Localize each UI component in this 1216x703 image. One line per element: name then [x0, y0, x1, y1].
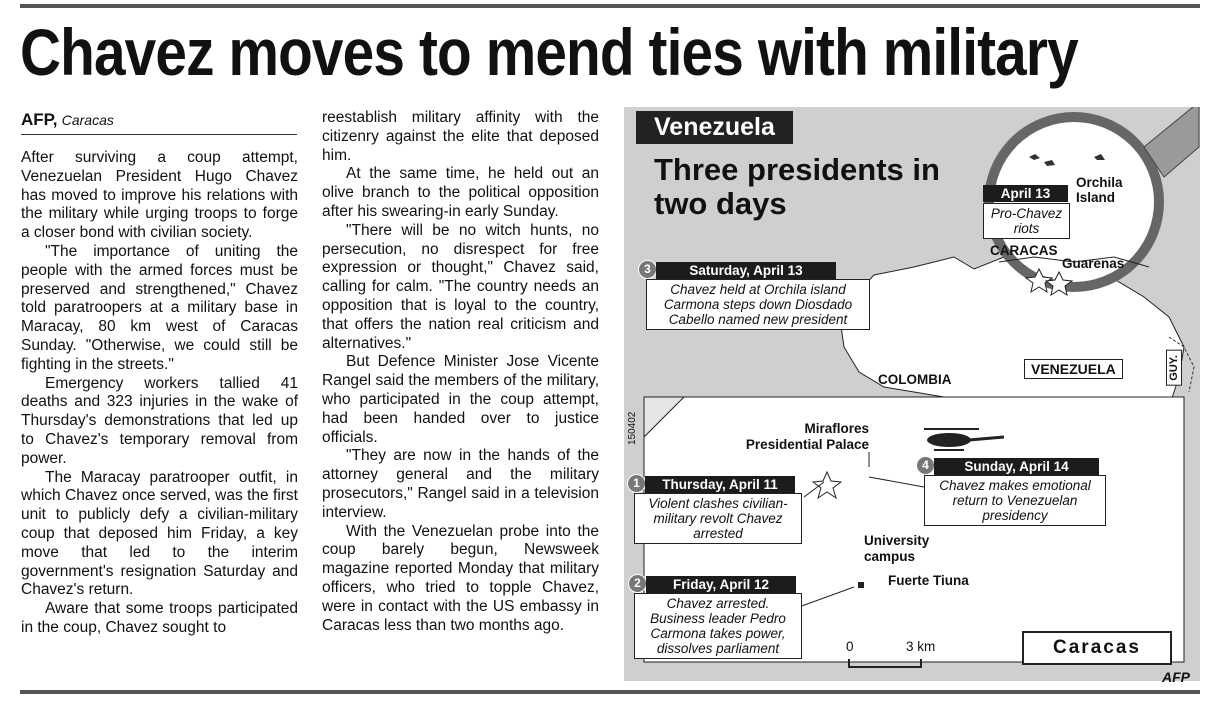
- afp-credit-logo: AFP: [1162, 669, 1190, 685]
- byline-place: Caracas: [61, 112, 114, 128]
- event-date: Thursday, April 11: [645, 476, 795, 493]
- inset-caracas-label: CARACAS: [990, 243, 1058, 258]
- event-text: Chavez makes emotional return to Venezuelan presidency: [924, 475, 1106, 526]
- fuerte-tiuna-marker: [858, 582, 864, 588]
- map-graphic: [624, 107, 1200, 681]
- paragraph: "There will be no witch hunts, no persecution, no disrespect for free expression or thought," Chavez said, calling for calm. "The country needs an opposition that is loyal to the country, that offers the nation real criticism and alternatives.": [322, 221, 599, 352]
- graphic-title: Three presidents in two days: [654, 152, 940, 221]
- paragraph: "The importance of uniting the people with the armed forces must be preserved and strengthened," Chavez told paratroopers at a military base in Maracay, 80 km west of Caracas Sunday. "Otherwise, we could still be fighting in the streets.": [21, 242, 298, 373]
- event-number: 3: [638, 260, 657, 279]
- paragraph: But Defence Minister Jose Vicente Rangel said the members of the military, who participated in the coup attempt, had been handed over to justice officials.: [322, 353, 599, 446]
- event-number: 1: [627, 474, 646, 493]
- top-rule: [20, 4, 1200, 8]
- paragraph: reestablish military affinity with the citizenry against the elite that deposed him.: [322, 109, 599, 164]
- scale-distance: 3 km: [906, 639, 936, 654]
- event-date: Saturday, April 13: [656, 262, 836, 279]
- paragraph: After surviving a coup attempt, Venezuelan President Hugo Chavez has moved to improve his relations with the military while urging troops to forge a closer bond with civilian society.: [21, 149, 298, 242]
- event-text: Violent clashes civilian-military revolt Chavez arrested: [634, 493, 802, 544]
- article-column-1: [21, 149, 298, 638]
- byline-agency: AFP,: [21, 110, 58, 129]
- inset-date: April 13: [983, 185, 1068, 202]
- caracas-city-tag: Caracas: [1022, 631, 1172, 665]
- paragraph: At the same time, he held out an olive branch to the political opposition after his swearing-in early Sunday.: [322, 165, 599, 220]
- paragraph: With the Venezuelan probe into the coup barely begun, Newsweek magazine reported Monday that military officers, who tried to topple Chavez, were in contact with the US embassy in Caracas less than two months ago.: [322, 522, 599, 634]
- colombia-label: COLOMBIA: [878, 372, 952, 387]
- event-number: 2: [628, 574, 647, 593]
- guarenas-label: Guarenas: [1062, 256, 1125, 271]
- university-label: University campus: [864, 533, 930, 564]
- event-text: Chavez held at Orchila island Carmona steps down Diosdado Cabello named new president: [646, 279, 870, 330]
- paragraph: The Maracay paratrooper outfit, in which Chavez once served, was the first unit to publicly defy a civilian-military coup that deposed him Friday, a key move that led to the interim government's resignation Saturday and Chavez's return.: [21, 468, 298, 599]
- byline: [21, 110, 297, 135]
- headline: Chavez moves to mend ties with military: [20, 15, 1078, 89]
- event-date: Sunday, April 14: [934, 458, 1099, 475]
- scale-zero: 0: [846, 639, 854, 654]
- bottom-rule: [20, 690, 1200, 694]
- fuerte-tiuna-label: Fuerte Tiuna: [888, 573, 969, 588]
- graphic-tag: Venezuela: [636, 111, 793, 144]
- orchila-label: Orchila Island: [1076, 175, 1123, 205]
- venezuela-label: VENEZUELA: [1024, 359, 1123, 379]
- miraflores-label: Miraflores Presidential Palace: [745, 421, 869, 452]
- inset-text: Pro-Chavez riots: [983, 203, 1070, 239]
- event-number: 4: [916, 456, 935, 475]
- paragraph: Aware that some troops participated in the coup, Chavez sought to: [21, 600, 298, 636]
- guyana-label: GUY.: [1166, 350, 1182, 386]
- event-date: Friday, April 12: [646, 576, 796, 593]
- paragraph: "They are now in the hands of the attorney general and the military prosecutors," Rangel said in a television interview.: [322, 447, 599, 521]
- paragraph: Emergency workers tallied 41 deaths and 323 injuries in the wake of Thursday's demonstrations that led up to Chavez's temporary removal from power.: [21, 374, 298, 467]
- event-text: Chavez arrested. Business leader Pedro Carmona takes power, dissolves parliament: [634, 593, 802, 659]
- graphic-code: 150402: [627, 411, 638, 445]
- article-column-2: [322, 109, 599, 635]
